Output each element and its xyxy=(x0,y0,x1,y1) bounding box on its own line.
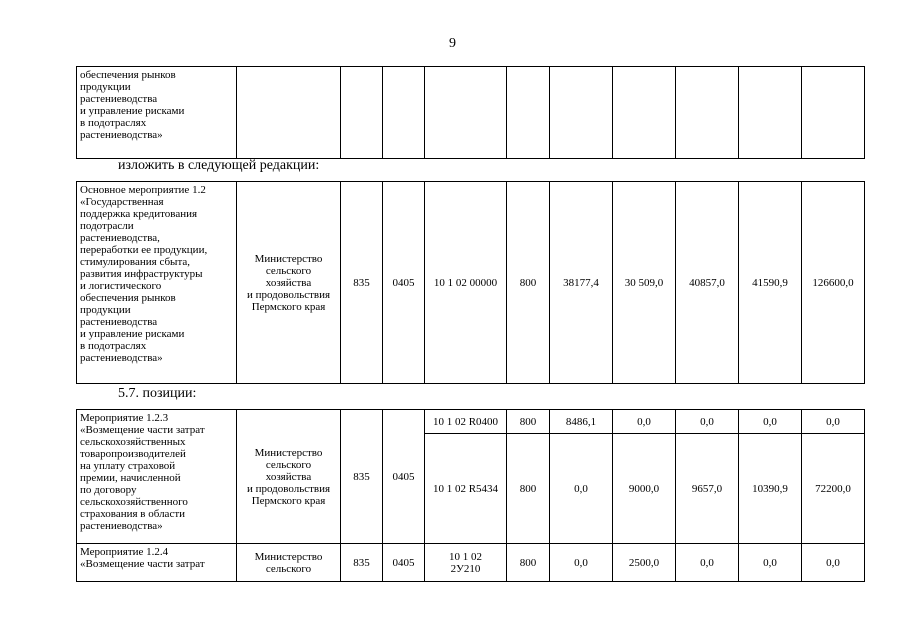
value-cell: 0,0 xyxy=(739,544,802,582)
value-cell: 8486,1 xyxy=(550,410,613,434)
value-cell: 0,0 xyxy=(676,544,739,582)
empty-cell xyxy=(550,67,613,159)
value-cell: 41590,9 xyxy=(739,182,802,384)
value-cell: 0,0 xyxy=(739,410,802,434)
value-cell: 9657,0 xyxy=(676,434,739,544)
rzpr-cell: 0405 xyxy=(383,410,425,544)
value-cell: 9000,0 xyxy=(613,434,676,544)
measure-description: Мероприятие 1.2.4 «Возмещение части затрат xyxy=(77,544,237,582)
grbs-cell: 835 xyxy=(341,410,383,544)
caption-positions: 5.7. позиции: xyxy=(118,386,197,401)
value-cell: 0,0 xyxy=(613,410,676,434)
value-cell: 2500,0 xyxy=(613,544,676,582)
rzpr-cell: 0405 xyxy=(383,544,425,582)
table-row xyxy=(77,410,865,434)
value-cell: 0,0 xyxy=(802,410,865,434)
value-cell: 10390,9 xyxy=(739,434,802,544)
vr-cell: 800 xyxy=(507,544,550,582)
rzpr-cell: 0405 xyxy=(383,182,425,384)
ministry-cell: Министерство сельского хозяйства и продовольствия Пермского края xyxy=(237,410,341,544)
value-cell: 30 509,0 xyxy=(613,182,676,384)
ministry-cell: Министерство сельского xyxy=(237,544,341,582)
value-cell: 40857,0 xyxy=(676,182,739,384)
empty-cell xyxy=(383,67,425,159)
measure-description: Мероприятие 1.2.3 «Возмещение части затрат сельскохозяйственных товаропроизводителей на уплату страховой премии, начисленной по договору сельскохозяйственного страхования в области растениеводства» xyxy=(77,410,237,544)
measure-description: Основное мероприятие 1.2 «Государственная поддержка кредитования подотрасли растениеводства, переработки ее продукции, стимулирования сбыта, развития инфраструктуры и логистического обеспечения рынков продукции растениеводства и управление рисками в подотраслях растениеводства» xyxy=(77,182,237,384)
value-cell: 0,0 xyxy=(550,544,613,582)
empty-cell xyxy=(237,67,341,159)
table-main-measure xyxy=(76,181,865,384)
csr-cell: 10 1 02 R0400 xyxy=(425,410,507,434)
empty-cell xyxy=(341,67,383,159)
value-cell: 0,0 xyxy=(676,410,739,434)
page-number: 9 xyxy=(449,36,456,51)
csr-cell: 10 1 02 2У210 xyxy=(425,544,507,582)
value-cell: 0,0 xyxy=(802,544,865,582)
empty-cell xyxy=(613,67,676,159)
empty-cell xyxy=(425,67,507,159)
table-row xyxy=(77,182,865,384)
value-cell: 126600,0 xyxy=(802,182,865,384)
table-fragment-top xyxy=(76,66,865,159)
csr-cell: 10 1 02 00000 xyxy=(425,182,507,384)
caption-new-edition: изложить в следующей редакции: xyxy=(118,158,320,173)
vr-cell: 800 xyxy=(507,410,550,434)
value-cell: 72200,0 xyxy=(802,434,865,544)
grbs-cell: 835 xyxy=(341,544,383,582)
grbs-cell: 835 xyxy=(341,182,383,384)
ministry-cell: Министерство сельского хозяйства и продовольствия Пермского края xyxy=(237,182,341,384)
empty-cell xyxy=(739,67,802,159)
vr-cell: 800 xyxy=(507,434,550,544)
empty-cell xyxy=(676,67,739,159)
value-cell: 38177,4 xyxy=(550,182,613,384)
vr-cell: 800 xyxy=(507,182,550,384)
value-cell: 0,0 xyxy=(550,434,613,544)
table-row xyxy=(77,67,865,159)
empty-cell xyxy=(507,67,550,159)
measure-description: обеспечения рынков продукции растениеводства и управление рисками в подотраслях растениеводства» xyxy=(77,67,237,159)
csr-cell: 10 1 02 R5434 xyxy=(425,434,507,544)
table-row xyxy=(77,544,865,582)
empty-cell xyxy=(802,67,865,159)
table-measures xyxy=(76,409,865,582)
